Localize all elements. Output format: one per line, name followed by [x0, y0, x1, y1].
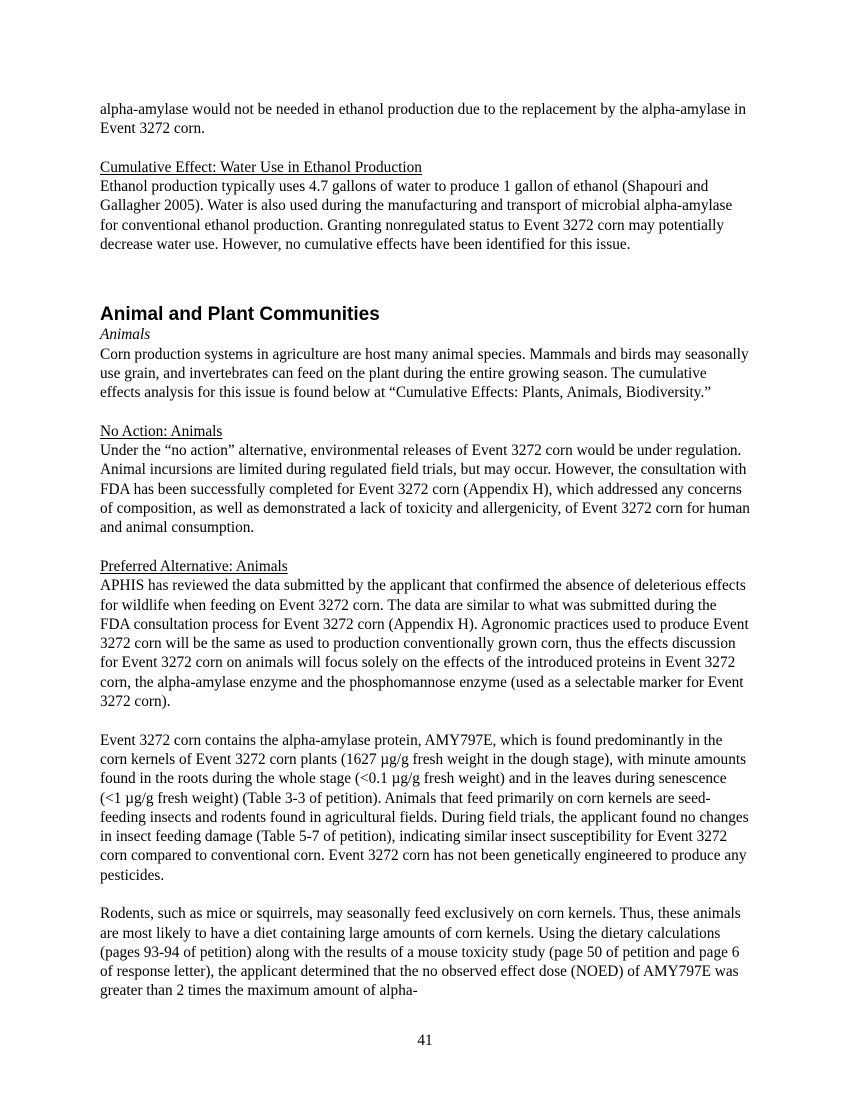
no-action-heading: No Action: Animals — [100, 422, 223, 440]
page-number: 41 — [417, 1032, 433, 1049]
preferred-alternative-paragraph: APHIS has reviewed the data submitted by the applicant that confirmed the absence of deleterious effects for wildlife when feeding on Event 3272 corn. The data are similar to what was submitted during the FDA consultation process for Event 3272 corn (Appendix H). Agronomic practices used to produce Event 3272 corn will be the same as used to production conventionally grown corn, thus the effects discussion for Event 3272 corn on animals will focus solely on the effects of the introduced proteins in Event 3272 corn, the alpha-amylase enzyme and the phosphomannose enzyme (used as a selectable marker for Event 3272 corn). — [100, 577, 749, 711]
amy797e-paragraph: Event 3272 corn contains the alpha-amylase protein, AMY797E, which is found predominantly in the corn kernels of Event 3272 corn plants (1627 µg/g fresh weight in the dough stage), with minute amounts found in the roots during the whole stage (<0.1 µg/g fresh weight) and in the leaves during senescence (<1 µg/g fresh weight) (Table 3-3 of petition). Animals that feed primarily on corn kernels are seed-feeding insects and rodents found in agricultural fields. During field trials, the applicant found no changes in insect feeding damage (Table 5-7 of petition), indicating similar insect susceptibility for Event 3272 corn compared to conventional corn. Event 3272 corn has not been genetically engineered to produce any pesticides. — [100, 731, 749, 884]
section-title: Animal and Plant Communities — [100, 304, 380, 326]
water-use-heading: Cumulative Effect: Water Use in Ethanol Production — [100, 158, 422, 176]
rodents-paragraph: Rodents, such as mice or squirrels, may seasonally feed exclusively on corn kernels. Thus, these animals are most likely to have a diet containing large amounts of corn kernels. Using the dietary calculations (pages 93-94 of petition) along with the results of a mouse toxicity study (page 50 of petition and page 6 of response letter), the applicant determined that the no observed effect dose (NOED) of AMY797E was greater than 2 times the maximum amount of alpha- — [100, 905, 741, 1000]
animals-paragraph: Corn production systems in agriculture are host many animal species. Mammals and birds may seasonally use grain, and invertebrates can feed on the plant during the entire growing season. The cumulative effects analysis for this issue is found below at “Cumulative Effects: Plants, Animals, Biodiversity.” — [100, 345, 749, 402]
water-use-paragraph: Ethanol production typically uses 4.7 gallons of water to produce 1 gallon of ethanol (Shapouri and Gallagher 2005). Water is also used during the manufacturing and transport of microbial alpha-amylase for conventional ethanol production. Granting nonregulated status to Event 3272 corn may potentially decrease water use. However, no cumulative effects have been identified for this issue. — [100, 178, 733, 254]
document-page — [100, 100, 750, 1001]
animals-subtitle: Animals — [100, 326, 151, 344]
no-action-paragraph: Under the “no action” alternative, environmental releases of Event 3272 corn would be under regulation. Animal incursions are limited during regulated field trials, but may occur. However, the consultation with FDA has been successfully completed for Event 3272 corn (Appendix H), which addressed any concerns of composition, as well as demonstrated a lack of toxicity and allergenicity, of Event 3272 corn for human and animal consumption. — [100, 442, 750, 537]
preferred-alternative-heading: Preferred Alternative: Animals — [100, 557, 288, 575]
intro-paragraph: alpha-amylase would not be needed in ethanol production due to the replacement by the alpha-amylase in Event 3272 corn. — [100, 101, 747, 138]
